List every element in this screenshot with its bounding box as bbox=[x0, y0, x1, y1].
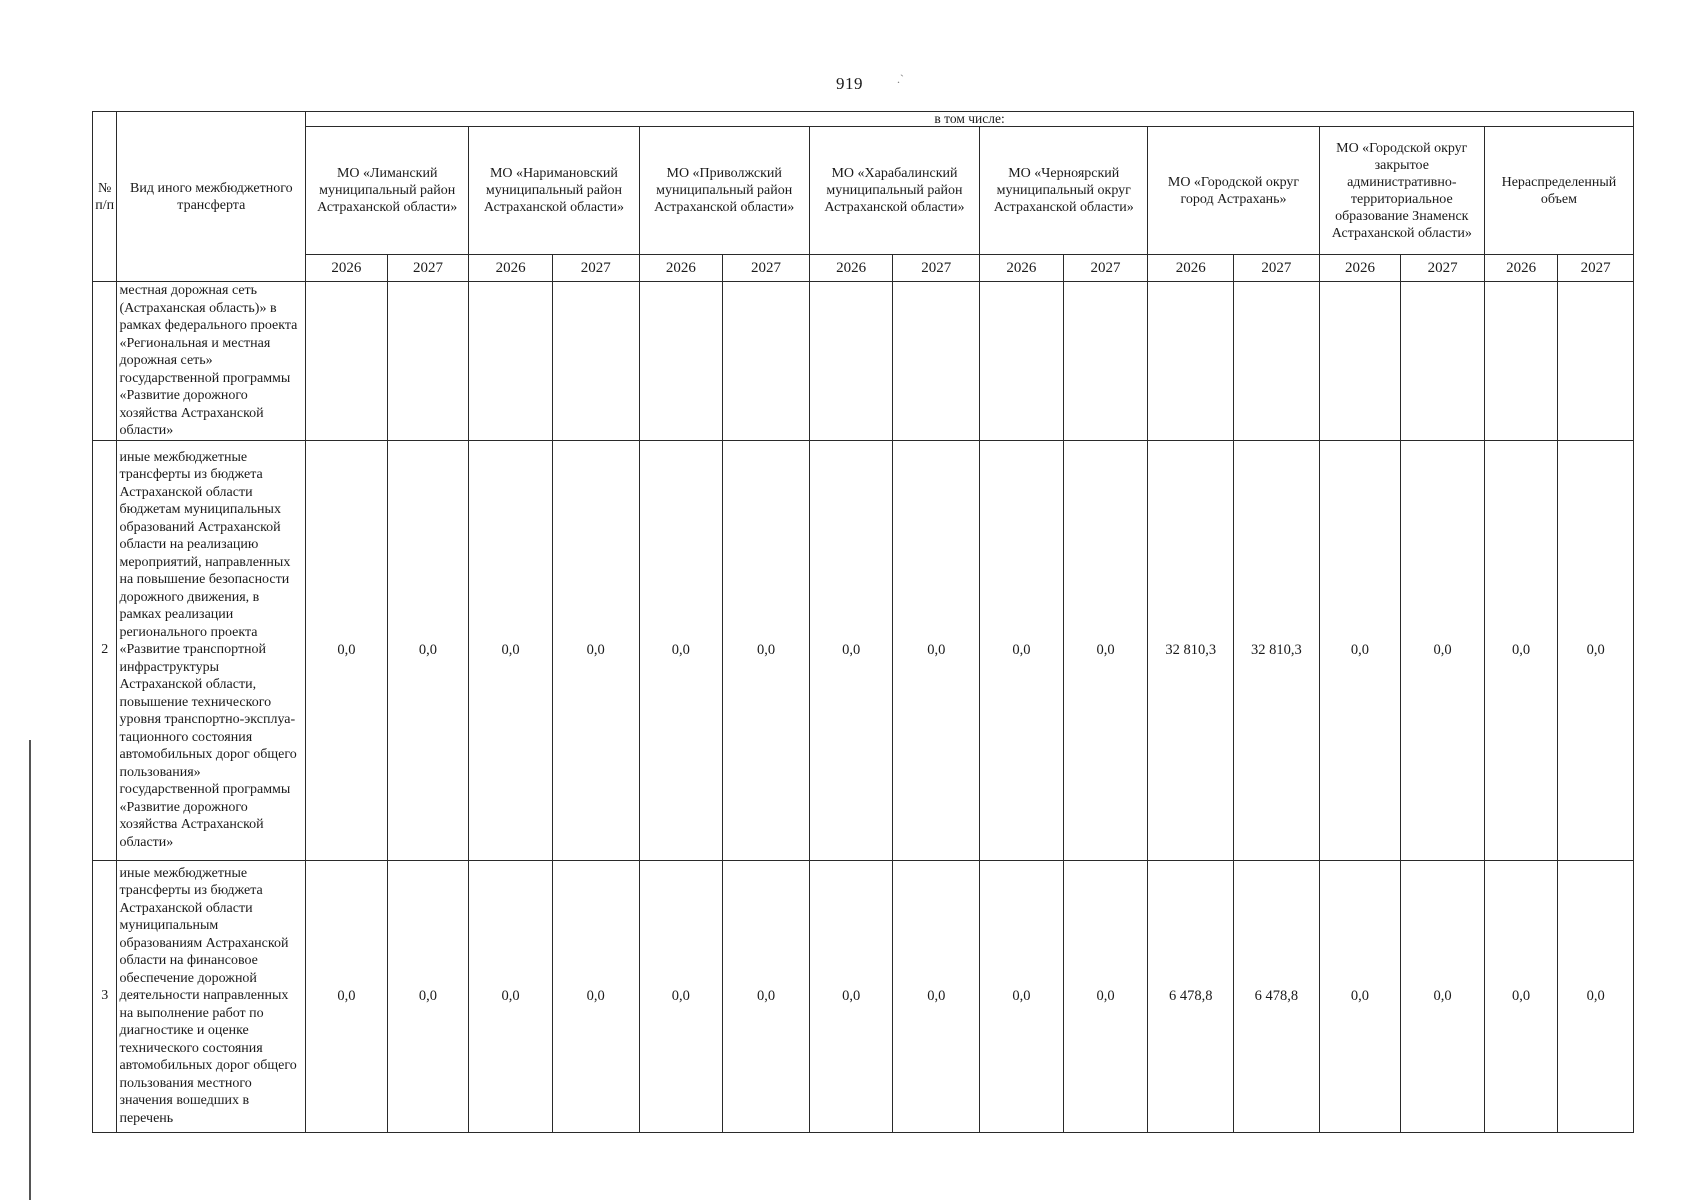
amount-cell: 0,0 bbox=[1558, 860, 1634, 1132]
amount-cell: 0,0 bbox=[1484, 440, 1557, 860]
year-header: 2026 bbox=[1148, 255, 1234, 282]
amount-cell: 0,0 bbox=[723, 440, 810, 860]
amount-cell: 0,0 bbox=[1063, 860, 1148, 1132]
amount-cell: 0,0 bbox=[1319, 440, 1401, 860]
amount-cell: 0,0 bbox=[1558, 440, 1634, 860]
amount-cell bbox=[893, 282, 980, 441]
amount-cell bbox=[1234, 282, 1320, 441]
year-header: 2026 bbox=[1484, 255, 1557, 282]
amount-cell bbox=[1148, 282, 1234, 441]
amount-cell: 0,0 bbox=[552, 860, 639, 1132]
municipality-header: Нераспределенный объем bbox=[1484, 127, 1633, 255]
year-header: 2027 bbox=[1558, 255, 1634, 282]
amount-cell: 0,0 bbox=[893, 860, 980, 1132]
amount-cell bbox=[387, 282, 469, 441]
year-header: 2027 bbox=[552, 255, 639, 282]
row-index: 3 bbox=[93, 860, 117, 1132]
amount-cell bbox=[980, 282, 1064, 441]
amount-cell: 0,0 bbox=[1401, 440, 1485, 860]
amount-cell: 6 478,8 bbox=[1234, 860, 1320, 1132]
amount-cell: 0,0 bbox=[387, 440, 469, 860]
municipality-header: МО «Городской округ город Астрахань» bbox=[1148, 127, 1319, 255]
municipality-header: МО «Приволжский муниципальный район Астраханской области» bbox=[639, 127, 809, 255]
transfer-description: местная дорожная сеть (Астраханская область)» в рамках федерального проекта «Региональная и местная дорожная сеть» государственной программы «Развитие дорожного хозяйства Астраханской области» bbox=[117, 282, 306, 441]
amount-cell: 0,0 bbox=[552, 440, 639, 860]
amount-cell bbox=[723, 282, 810, 441]
year-header: 2026 bbox=[306, 255, 388, 282]
municipality-header: МО «Лиманский муниципальный район Астраханской области» bbox=[306, 127, 469, 255]
amount-cell bbox=[552, 282, 639, 441]
amount-cell bbox=[1063, 282, 1148, 441]
amount-cell: 0,0 bbox=[980, 860, 1064, 1132]
year-header: 2027 bbox=[723, 255, 810, 282]
amount-cell: 0,0 bbox=[306, 860, 388, 1132]
table-row bbox=[93, 440, 1634, 860]
amount-cell: 32 810,3 bbox=[1148, 440, 1234, 860]
year-header: 2027 bbox=[387, 255, 469, 282]
year-header: 2027 bbox=[1401, 255, 1485, 282]
col-index-header: № п/п bbox=[93, 112, 117, 282]
row-index bbox=[93, 282, 117, 441]
amount-cell: 0,0 bbox=[639, 860, 723, 1132]
amount-cell: 0,0 bbox=[1063, 440, 1148, 860]
year-header: 2026 bbox=[980, 255, 1064, 282]
amount-cell bbox=[809, 282, 893, 441]
amount-cell: 0,0 bbox=[639, 440, 723, 860]
scan-mark: .` bbox=[897, 72, 904, 86]
table-body bbox=[93, 282, 1634, 1133]
amount-cell bbox=[306, 282, 388, 441]
amount-cell: 0,0 bbox=[1319, 860, 1401, 1132]
amount-cell bbox=[1558, 282, 1634, 441]
amount-cell: 0,0 bbox=[469, 440, 553, 860]
amount-cell: 0,0 bbox=[1401, 860, 1485, 1132]
row-index: 2 bbox=[93, 440, 117, 860]
table-row bbox=[93, 282, 1634, 441]
year-header: 2026 bbox=[809, 255, 893, 282]
amount-cell: 0,0 bbox=[723, 860, 810, 1132]
year-header: 2027 bbox=[1234, 255, 1320, 282]
amount-cell bbox=[469, 282, 553, 441]
amount-cell bbox=[1401, 282, 1485, 441]
amount-cell: 0,0 bbox=[809, 440, 893, 860]
amount-cell: 0,0 bbox=[469, 860, 553, 1132]
binding-edge-line bbox=[29, 740, 31, 1200]
group-header: в том числе: bbox=[306, 112, 1634, 127]
transfer-description: иные межбюджетные трансферты из бюджета Астраханской области бюджетам муниципальных образований Астраханской области на реализацию мероприятий, направленных на повышение безопасности дорожного движения, в рамках реализации регионального проекта «Развитие транспортной инфраструктуры Астраханской области, повышение технического уровня транспортно-эксплуа-тационного состояния автомобильных дорог общего пользования» государственной программы «Развитие дорожного хозяйства Астраханской области» bbox=[117, 440, 306, 860]
transfer-description: иные межбюджетные трансферты из бюджета Астраханской области муниципальным образованиям Астраханской области на финансовое обеспечение дорожной деятельности направленных на выполнение работ по диагностике и оценке технического состояния автомобильных дорог общего пользования местного значения вошедших в перечень bbox=[117, 860, 306, 1132]
amount-cell: 0,0 bbox=[809, 860, 893, 1132]
amount-cell: 32 810,3 bbox=[1234, 440, 1320, 860]
amount-cell: 0,0 bbox=[306, 440, 388, 860]
municipality-header-row bbox=[93, 127, 1634, 255]
year-header: 2027 bbox=[1063, 255, 1148, 282]
amount-cell: 0,0 bbox=[980, 440, 1064, 860]
budget-table bbox=[92, 111, 1634, 1133]
year-header: 2026 bbox=[469, 255, 553, 282]
amount-cell: 0,0 bbox=[1484, 860, 1557, 1132]
year-header: 2027 bbox=[893, 255, 980, 282]
municipality-header: МО «Черноярский муниципальный округ Астраханской области» bbox=[980, 127, 1148, 255]
amount-cell bbox=[639, 282, 723, 441]
amount-cell bbox=[1484, 282, 1557, 441]
year-header-row bbox=[93, 255, 1634, 282]
year-header: 2026 bbox=[639, 255, 723, 282]
amount-cell: 0,0 bbox=[893, 440, 980, 860]
municipality-header: МО «Наримановский муниципальный район Астраханской области» bbox=[469, 127, 639, 255]
page-number: 919 bbox=[836, 74, 863, 93]
year-header: 2026 bbox=[1319, 255, 1401, 282]
col-type-header: Вид иного межбюджетного трансферта bbox=[117, 112, 306, 282]
municipality-header: МО «Городской округ закрытое административно-территориальное образование Знаменск Астраханской области» bbox=[1319, 127, 1484, 255]
amount-cell: 6 478,8 bbox=[1148, 860, 1234, 1132]
amount-cell bbox=[1319, 282, 1401, 441]
table-row bbox=[93, 860, 1634, 1132]
amount-cell: 0,0 bbox=[387, 860, 469, 1132]
municipality-header: МО «Харабалинский муниципальный район Астраханской области» bbox=[809, 127, 979, 255]
